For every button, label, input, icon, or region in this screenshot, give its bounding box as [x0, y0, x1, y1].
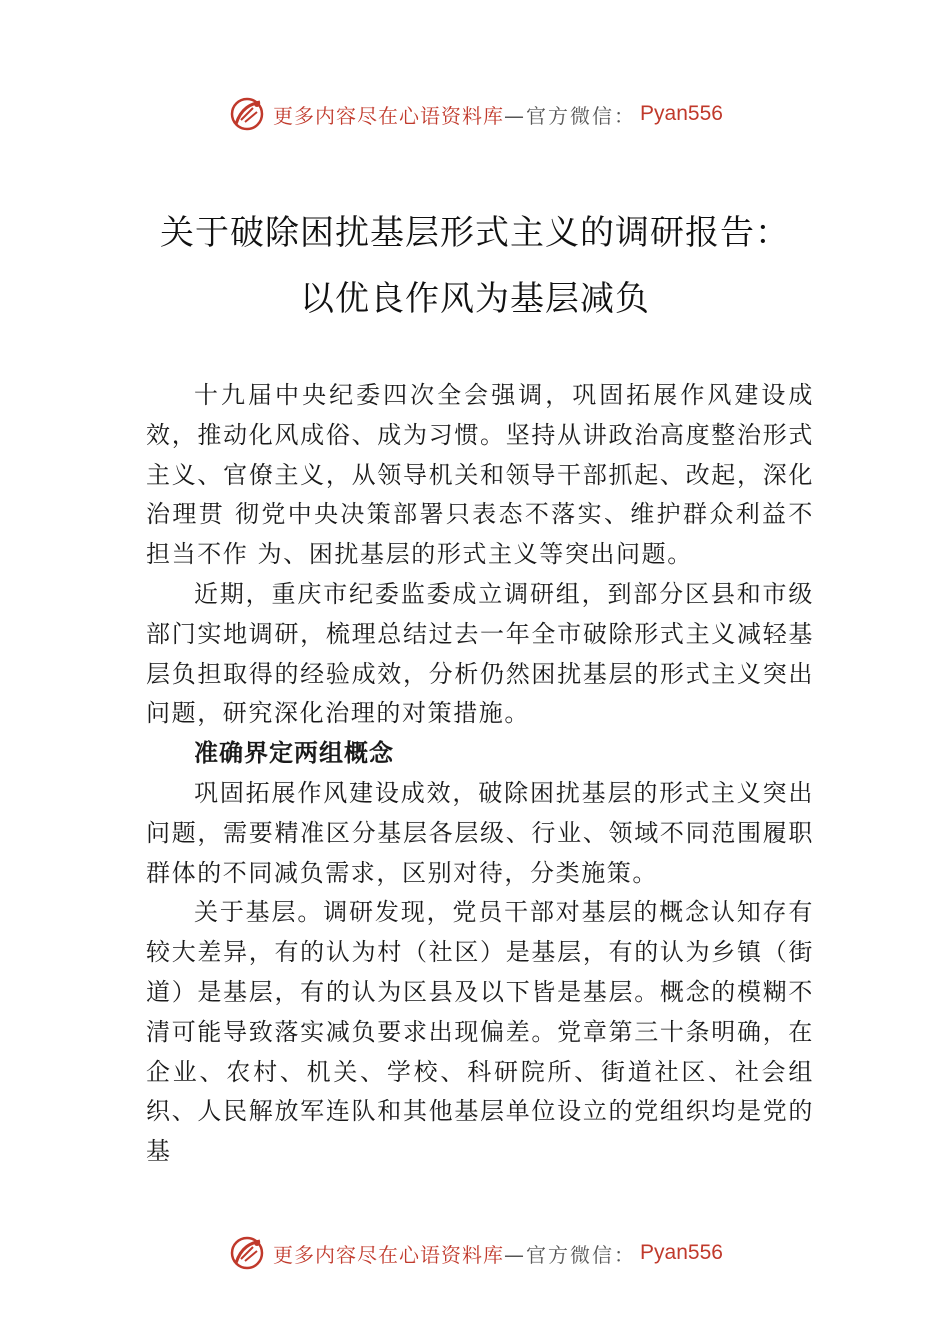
brand-logo-icon: [227, 1233, 267, 1273]
footer-banner: [0, 1231, 950, 1275]
document-title-line1: 关于破除困扰基层形式主义的调研报告：: [160, 213, 790, 253]
banner-main-text: 更多内容尽在心语资料库: [273, 1242, 505, 1267]
brand-logo-icon: [227, 94, 267, 134]
header-banner: [0, 92, 950, 136]
banner-main-text: 更多内容尽在心语资料库: [273, 103, 505, 128]
banner-wechat-id: Pyan556: [640, 102, 723, 125]
paragraph: 巩固拓展作风建设成效，破除困扰基层的形式主义突出问题，需要精准区分基层各层级、行业、领域不同范围履职群体的不同减负需求，区别对待，分类施策。: [146, 778, 814, 887]
banner-wechat-id: Pyan556: [640, 1241, 723, 1264]
banner-separator-text: —官方微信：: [504, 1242, 637, 1267]
paragraph: 关于基层。调研发现，党员干部对基层的概念认知存有较大差异，有的认为村（社区）是基层，有的认为乡镇（街道）是基层，有的认为区县及以下皆是基层。概念的模糊不清可能导致落实减负要求出现偏差。党章第三十条明确，在企业、农村、机关、学校、科研院所、街道社区、社会组织、人民解放军连队和其他基层单位设立的党组织均是党的基: [146, 898, 814, 1166]
section-heading: 准确界定两组概念: [194, 739, 394, 768]
document-title-line2: 以优良作风为基层减负: [300, 279, 650, 319]
paragraph: 十九届中央纪委四次全会强调，巩固拓展作风建设成效，推动化风成俗、成为习惯。坚持从讲政治高度整治形式主义、官僚主义，从领导机关和领导干部抓起、改起，深化治理贯 彻党中央决策部署只表态不落实、维护群众利益不担当不作 为、困扰基层的形式主义等突出问题。: [146, 381, 814, 569]
document-body: [146, 376, 814, 1172]
banner-separator-text: —官方微信：: [504, 103, 637, 128]
paragraph: 近期，重庆市纪委监委成立调研组，到部分区县和市级部门实地调研，梳理总结过去一年全市破除形式主义减轻基层负担取得的经验成效，分析仍然困扰基层的形式主义突出问题，研究深化治理的对策措施。: [146, 579, 814, 728]
